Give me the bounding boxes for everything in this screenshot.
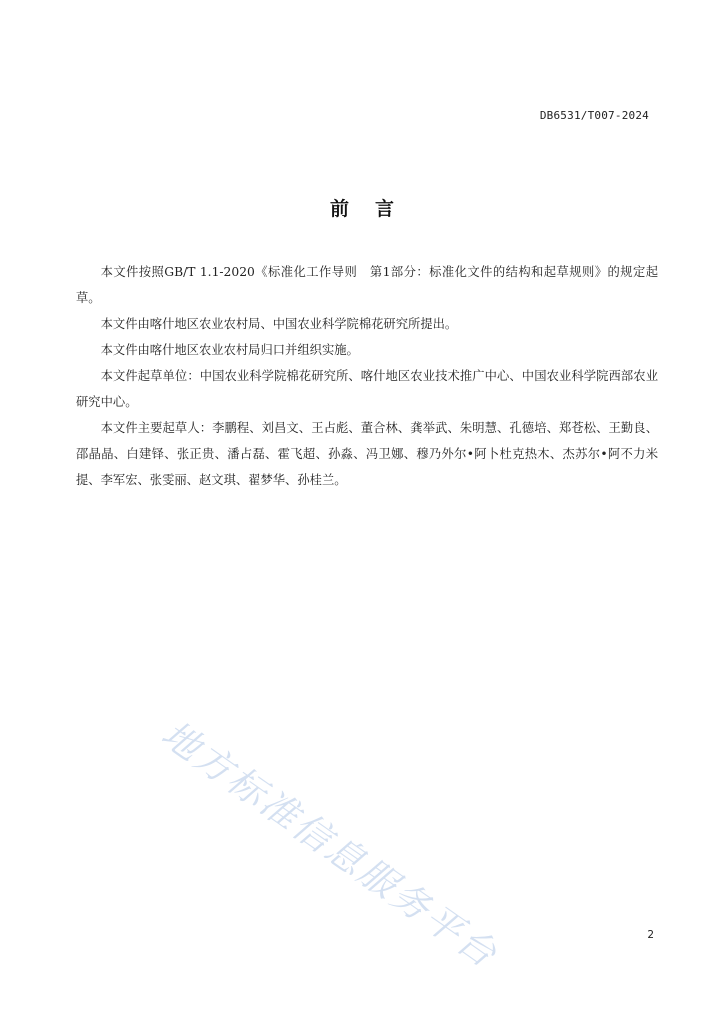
paragraph-proposer: 本文件由喀什地区农业农村局、中国农业科学院棉花研究所提出。 [100, 317, 458, 331]
watermark-text: 地方标准信息服务平台 [153, 712, 506, 977]
document-code: DB6531/T007-2024 [539, 109, 649, 122]
paragraph-drafting-rules: 本文件按照GB/T 1.1-2020《标准化工作导则 第1部分：标准化文件的结构和起草规则》的规定起草。 [76, 265, 658, 305]
paragraph-administrator: 本文件由喀什地区农业农村局归口并组织实施。 [100, 343, 359, 357]
page-number: 2 [647, 929, 654, 941]
foreword-body [76, 259, 658, 493]
paragraph-drafters: 本文件主要起草人：李鹏程、刘昌文、王占彪、董合林、龚举武、朱明慧、孔德培、郑苍松、王勤良、邵晶晶、白建铎、张正贵、潘占磊、霍飞超、孙淼、冯卫娜、穆乃外尔•阿卜杜克热木、杰苏尔•阿不力米提、李军宏、张雯丽、赵文琪、翟梦华、孙桂兰。 [76, 421, 658, 487]
paragraph-drafting-units: 本文件起草单位：中国农业科学院棉花研究所、喀什地区农业技术推广中心、中国农业科学院西部农业研究中心。 [76, 369, 658, 409]
section-title: 前言 [329, 198, 420, 220]
